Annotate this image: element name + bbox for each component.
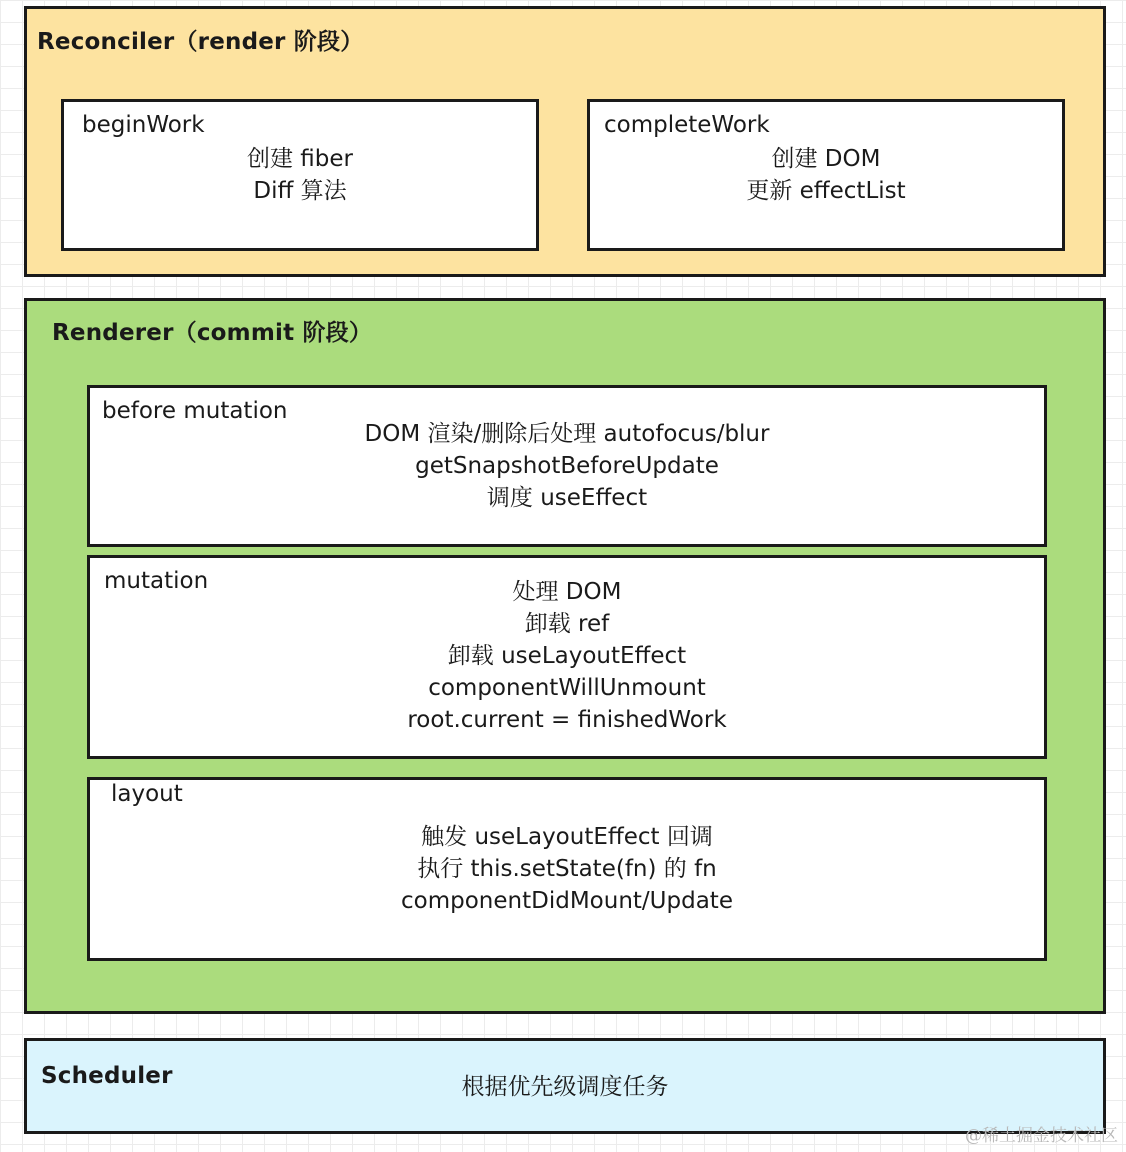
begin-work-box <box>61 99 539 251</box>
reconciler-title: Reconciler（render 阶段） <box>37 29 364 55</box>
layout-line: 触发 useLayoutEffect 回调 <box>421 824 713 850</box>
begin-work-line: Diff 算法 <box>253 178 347 204</box>
scheduler-description: 根据优先级调度任务 <box>461 1074 669 1100</box>
before-mutation-line: 调度 useEffect <box>486 485 648 511</box>
renderer-title: Renderer（commit 阶段） <box>52 320 373 346</box>
scheduler-title: Scheduler <box>41 1063 173 1089</box>
mutation-line: componentWillUnmount <box>428 675 706 701</box>
mutation-line: root.current = finishedWork <box>407 707 727 733</box>
layout-line: 执行 this.setState(fn) 的 fn <box>417 856 717 882</box>
renderer-section <box>24 298 1106 1014</box>
reconciler-section <box>24 6 1106 277</box>
complete-work-title: completeWork <box>604 112 770 138</box>
begin-work-title: beginWork <box>82 112 205 138</box>
mutation-line: 处理 DOM <box>512 579 622 605</box>
before-mutation-line: getSnapshotBeforeUpdate <box>415 453 719 479</box>
before-mutation-box <box>87 385 1047 547</box>
before-mutation-title: before mutation <box>102 398 288 424</box>
complete-work-box <box>587 99 1065 251</box>
layout-box <box>87 777 1047 961</box>
scheduler-section <box>24 1038 1106 1134</box>
complete-work-line: 更新 effectList <box>746 178 906 204</box>
layout-line: componentDidMount/Update <box>401 888 733 914</box>
mutation-line: 卸载 useLayoutEffect <box>447 643 687 669</box>
complete-work-line: 创建 DOM <box>771 146 881 172</box>
watermark: @稀土掘金技术社区 <box>965 1126 1118 1146</box>
before-mutation-line: DOM 渲染/删除后处理 autofocus/blur <box>364 421 770 447</box>
mutation-box <box>87 555 1047 759</box>
begin-work-line: 创建 fiber <box>246 146 353 172</box>
layout-title: layout <box>111 781 183 807</box>
mutation-line: 卸载 ref <box>524 611 610 637</box>
mutation-title: mutation <box>104 568 209 594</box>
